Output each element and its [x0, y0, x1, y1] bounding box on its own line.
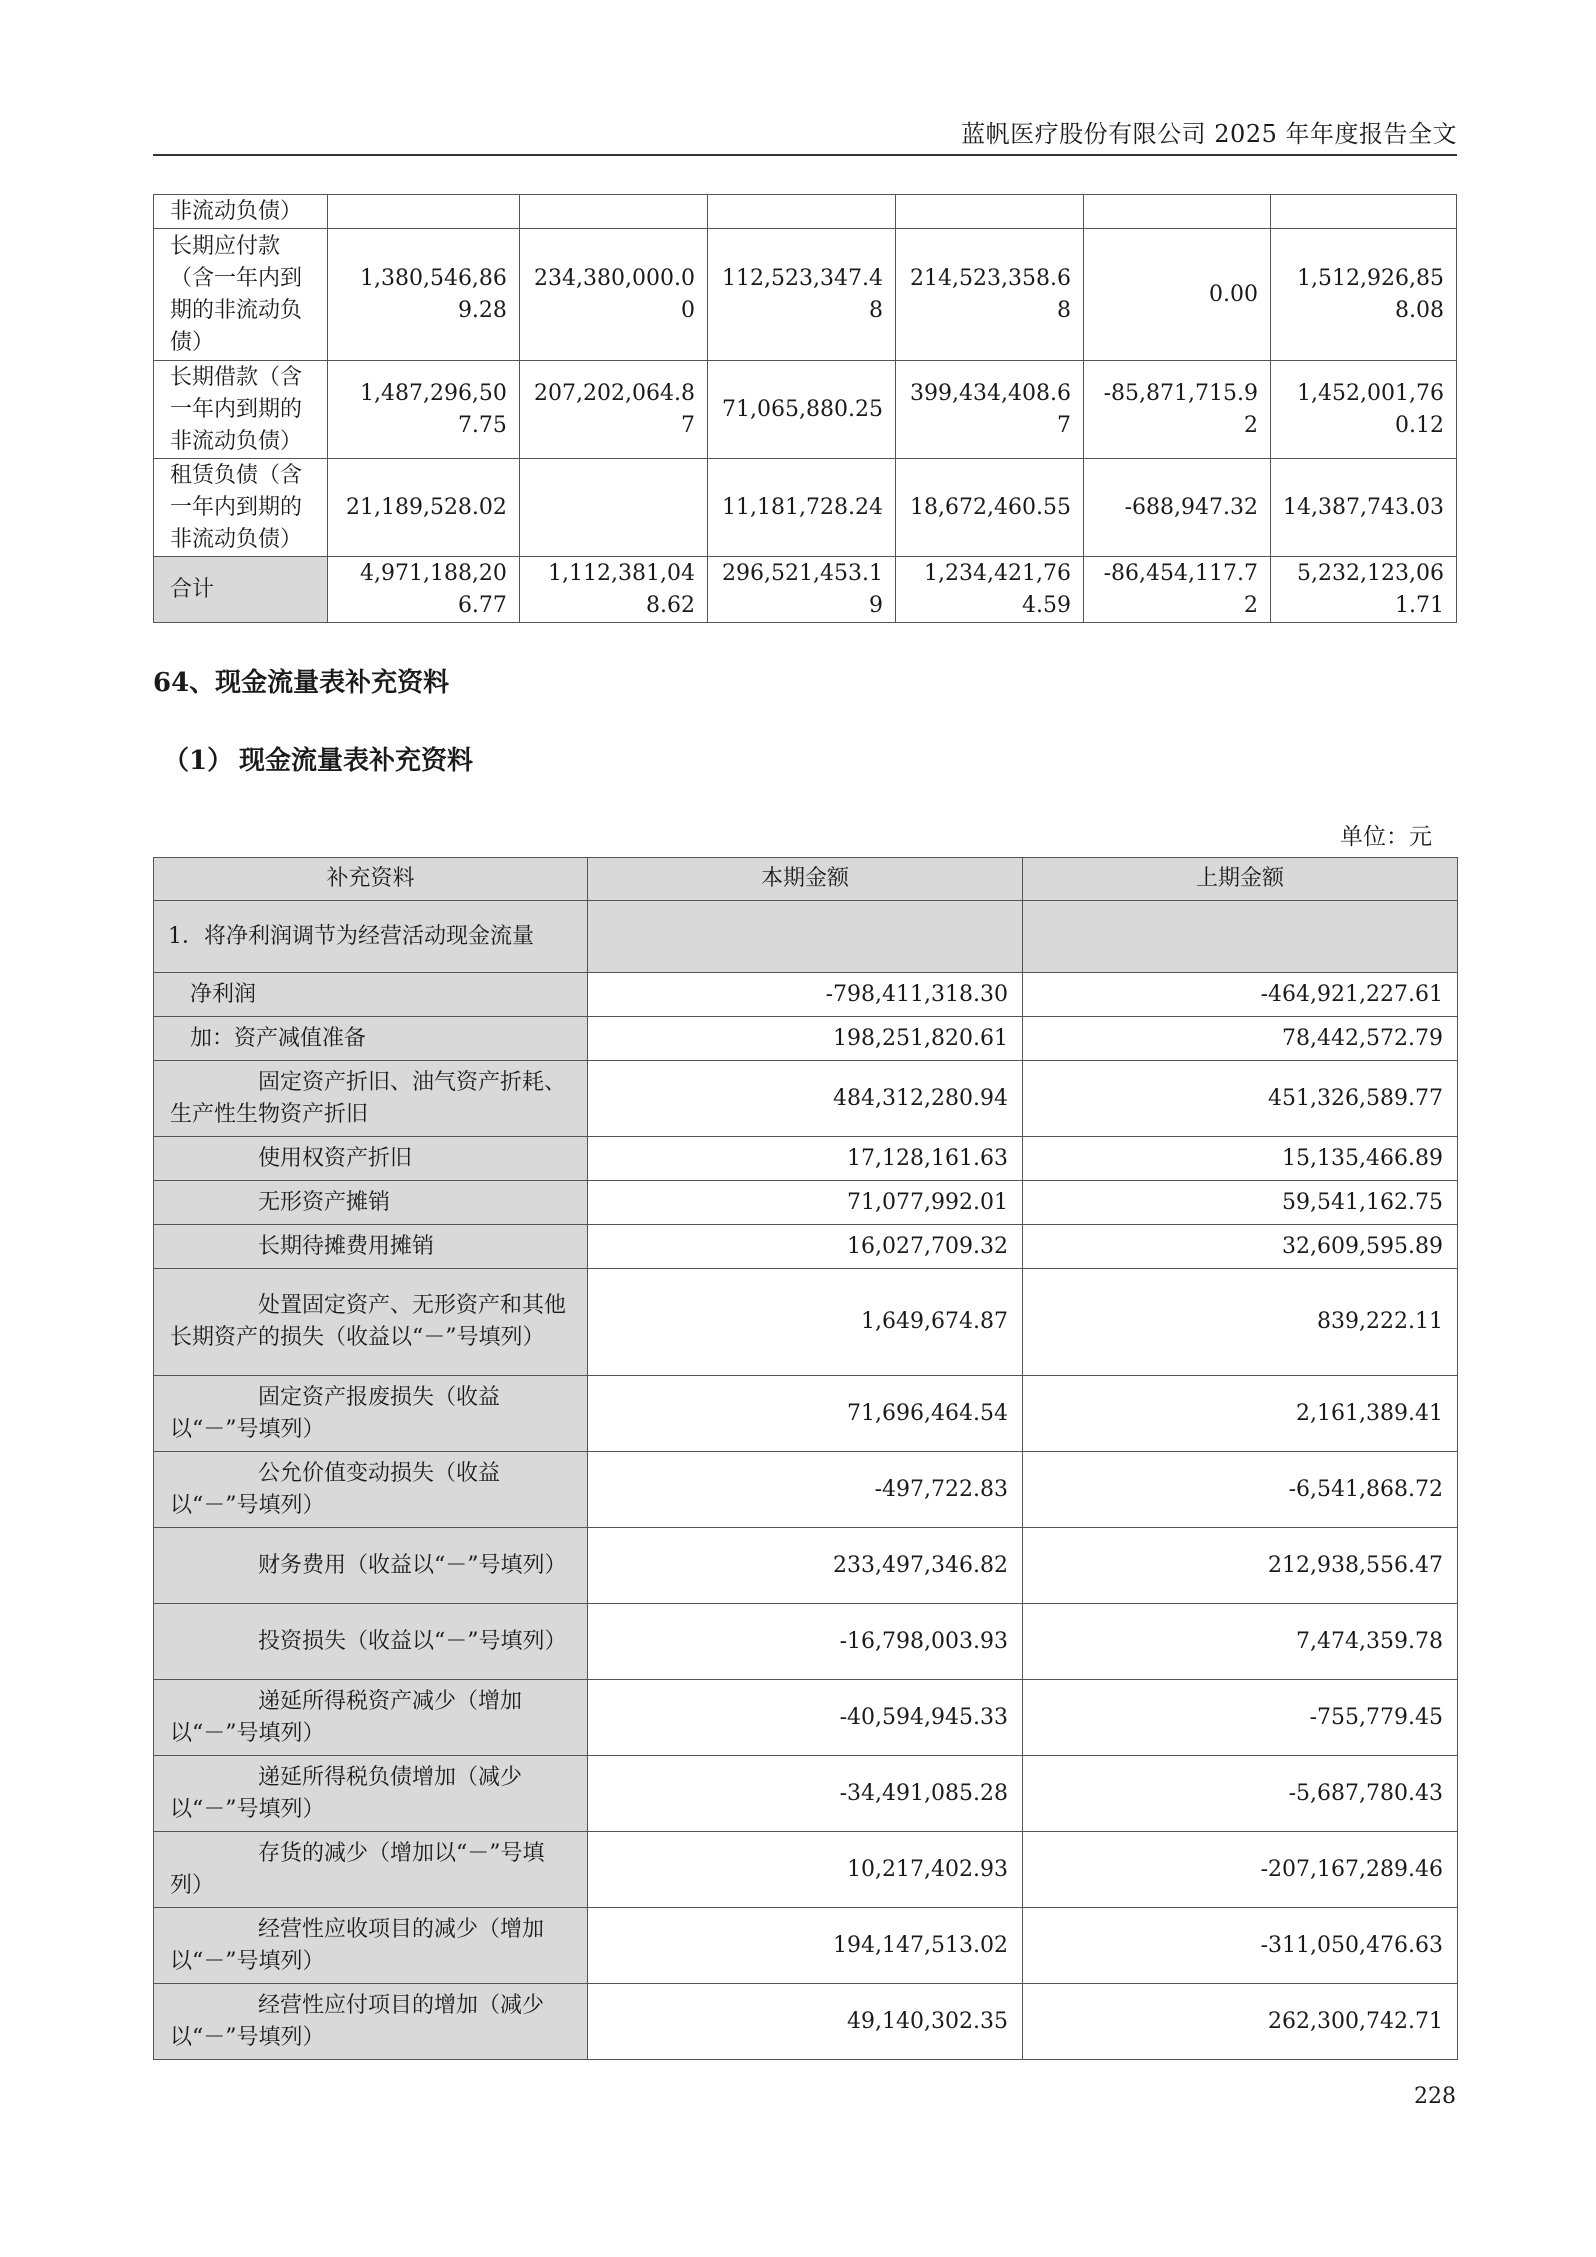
prior-amount: -6,541,868.72 — [1023, 1452, 1458, 1528]
page-header — [153, 110, 1457, 156]
current-amount: 194,147,513.02 — [588, 1908, 1023, 1984]
row-label: 无形资产摊销 — [154, 1181, 588, 1225]
cell-value: 1,112,381,048.62 — [519, 557, 707, 623]
row-label: 处置固定资产、无形资产和其他长期资产的损失（收益以“－”号填列） — [154, 1269, 588, 1376]
prior-amount: 212,938,556.47 — [1023, 1528, 1458, 1604]
row-label: 固定资产报废损失（收益以“－”号填列） — [154, 1376, 588, 1452]
table-row — [154, 1061, 1458, 1137]
table-row — [154, 1908, 1458, 1984]
row-label: 投资损失（收益以“－”号填列） — [154, 1604, 588, 1680]
table-row — [154, 195, 1457, 229]
table-row — [154, 1756, 1458, 1832]
cell-value: 1,512,926,858.08 — [1270, 229, 1456, 361]
cell-value: 21,189,528.02 — [327, 459, 519, 557]
column-header: 补充资料 — [154, 858, 588, 901]
row-label: 使用权资产折旧 — [154, 1137, 588, 1181]
cell-value: 1,380,546,869.28 — [327, 229, 519, 361]
row-label: 净利润 — [154, 973, 588, 1017]
table-row — [154, 1269, 1458, 1376]
prior-amount: 2,161,389.41 — [1023, 1376, 1458, 1452]
table-row — [154, 1181, 1458, 1225]
cell-value: 1,452,001,760.12 — [1270, 361, 1456, 459]
cell-value: 18,672,460.55 — [895, 459, 1083, 557]
table-row — [154, 361, 1457, 459]
cell-value — [895, 195, 1083, 229]
prior-amount: 15,135,466.89 — [1023, 1137, 1458, 1181]
table-row — [154, 459, 1457, 557]
table-row — [154, 1137, 1458, 1181]
subsection-label: 现金流量表补充资料 — [239, 746, 474, 776]
current-amount: 49,140,302.35 — [588, 1984, 1023, 2060]
prior-amount: 59,541,162.75 — [1023, 1181, 1458, 1225]
prior-amount: 32,609,595.89 — [1023, 1225, 1458, 1269]
cell-value: 11,181,728.24 — [707, 459, 895, 557]
cell-value: 214,523,358.68 — [895, 229, 1083, 361]
row-label: 经营性应收项目的减少（增加以“－”号填列） — [154, 1908, 588, 1984]
cell-value: -86,454,117.72 — [1083, 557, 1270, 623]
prior-amount: 78,442,572.79 — [1023, 1017, 1458, 1061]
category-blank — [588, 901, 1023, 973]
category-row — [154, 901, 1458, 973]
cell-value: 0.00 — [1083, 229, 1270, 361]
table-header-row — [154, 858, 1458, 901]
table-row — [154, 1984, 1458, 2060]
total-row — [154, 557, 1457, 623]
table-row — [154, 1376, 1458, 1452]
prior-amount: -207,167,289.46 — [1023, 1832, 1458, 1908]
cell-value — [327, 195, 519, 229]
prior-amount: -464,921,227.61 — [1023, 973, 1458, 1017]
cell-value — [707, 195, 895, 229]
table-row — [154, 1680, 1458, 1756]
row-label: 长期应付款（含一年内到期的非流动负债） — [154, 229, 328, 361]
cell-value: 112,523,347.48 — [707, 229, 895, 361]
cell-value: 14,387,743.03 — [1270, 459, 1456, 557]
row-label: 公允价值变动损失（收益以“－”号填列） — [154, 1452, 588, 1528]
row-label: 租赁负债（含一年内到期的非流动负债） — [154, 459, 328, 557]
row-label: 财务费用（收益以“－”号填列） — [154, 1528, 588, 1604]
table-row — [154, 229, 1457, 361]
cell-value: 4,971,188,206.77 — [327, 557, 519, 623]
subsection-number: （1） — [163, 746, 234, 776]
current-amount: 484,312,280.94 — [588, 1061, 1023, 1137]
report-title: 蓝帆医疗股份有限公司 2025 年年度报告全文 — [961, 120, 1457, 148]
cell-value: 1,487,296,507.75 — [327, 361, 519, 459]
row-label: 加：资产减值准备 — [154, 1017, 588, 1061]
page-number: 228 — [1414, 2084, 1456, 2109]
cell-value — [519, 459, 707, 557]
table-row — [154, 1528, 1458, 1604]
current-amount: 10,217,402.93 — [588, 1832, 1023, 1908]
table-row — [154, 1832, 1458, 1908]
cell-value: 296,521,453.19 — [707, 557, 895, 623]
current-amount: 198,251,820.61 — [588, 1017, 1023, 1061]
current-amount: -16,798,003.93 — [588, 1604, 1023, 1680]
cell-value: 71,065,880.25 — [707, 361, 895, 459]
total-label: 合计 — [154, 557, 328, 623]
row-label: 递延所得税资产减少（增加以“－”号填列） — [154, 1680, 588, 1756]
cell-value — [1270, 195, 1456, 229]
prior-amount: 262,300,742.71 — [1023, 1984, 1458, 2060]
row-label: 长期待摊费用摊销 — [154, 1225, 588, 1269]
cell-value — [1083, 195, 1270, 229]
current-amount: 1,649,674.87 — [588, 1269, 1023, 1376]
cell-value: 234,380,000.00 — [519, 229, 707, 361]
liabilities-table — [153, 194, 1457, 623]
current-amount: -497,722.83 — [588, 1452, 1023, 1528]
cell-value — [519, 195, 707, 229]
row-label: 递延所得税负债增加（减少以“－”号填列） — [154, 1756, 588, 1832]
row-label: 长期借款（含一年内到期的非流动负债） — [154, 361, 328, 459]
section-title: 64、现金流量表补充资料 — [153, 668, 450, 698]
current-amount: -798,411,318.30 — [588, 973, 1023, 1017]
current-amount: 233,497,346.82 — [588, 1528, 1023, 1604]
column-header: 上期金额 — [1023, 858, 1458, 901]
prior-amount: 451,326,589.77 — [1023, 1061, 1458, 1137]
cash-flow-supplement-table — [153, 857, 1458, 2060]
prior-amount: -5,687,780.43 — [1023, 1756, 1458, 1832]
row-label: 非流动负债） — [154, 195, 328, 229]
table-row — [154, 1452, 1458, 1528]
category-blank — [1023, 901, 1458, 973]
table-row — [154, 973, 1458, 1017]
table-row — [154, 1017, 1458, 1061]
row-label: 固定资产折旧、油气资产折耗、生产性生物资产折旧 — [154, 1061, 588, 1137]
row-label: 存货的减少（增加以“－”号填列） — [154, 1832, 588, 1908]
current-amount: -40,594,945.33 — [588, 1680, 1023, 1756]
current-amount: 71,077,992.01 — [588, 1181, 1023, 1225]
current-amount: 71,696,464.54 — [588, 1376, 1023, 1452]
current-amount: -34,491,085.28 — [588, 1756, 1023, 1832]
prior-amount: 7,474,359.78 — [1023, 1604, 1458, 1680]
table-row — [154, 1225, 1458, 1269]
prior-amount: -755,779.45 — [1023, 1680, 1458, 1756]
row-label: 经营性应付项目的增加（减少以“－”号填列） — [154, 1984, 588, 2060]
column-header: 本期金额 — [588, 858, 1023, 901]
cell-value: 207,202,064.87 — [519, 361, 707, 459]
current-amount: 16,027,709.32 — [588, 1225, 1023, 1269]
cell-value: -85,871,715.92 — [1083, 361, 1270, 459]
prior-amount: -311,050,476.63 — [1023, 1908, 1458, 1984]
cell-value: 5,232,123,061.71 — [1270, 557, 1456, 623]
prior-amount: 839,222.11 — [1023, 1269, 1458, 1376]
cell-value: 1,234,421,764.59 — [895, 557, 1083, 623]
unit-label: 单位：元 — [1340, 824, 1432, 850]
cell-value: 399,434,408.67 — [895, 361, 1083, 459]
cell-value: -688,947.32 — [1083, 459, 1270, 557]
category-label: 1．将净利润调节为经营活动现金流量 — [154, 901, 588, 973]
subsection-title — [163, 740, 473, 777]
current-amount: 17,128,161.63 — [588, 1137, 1023, 1181]
table-row — [154, 1604, 1458, 1680]
